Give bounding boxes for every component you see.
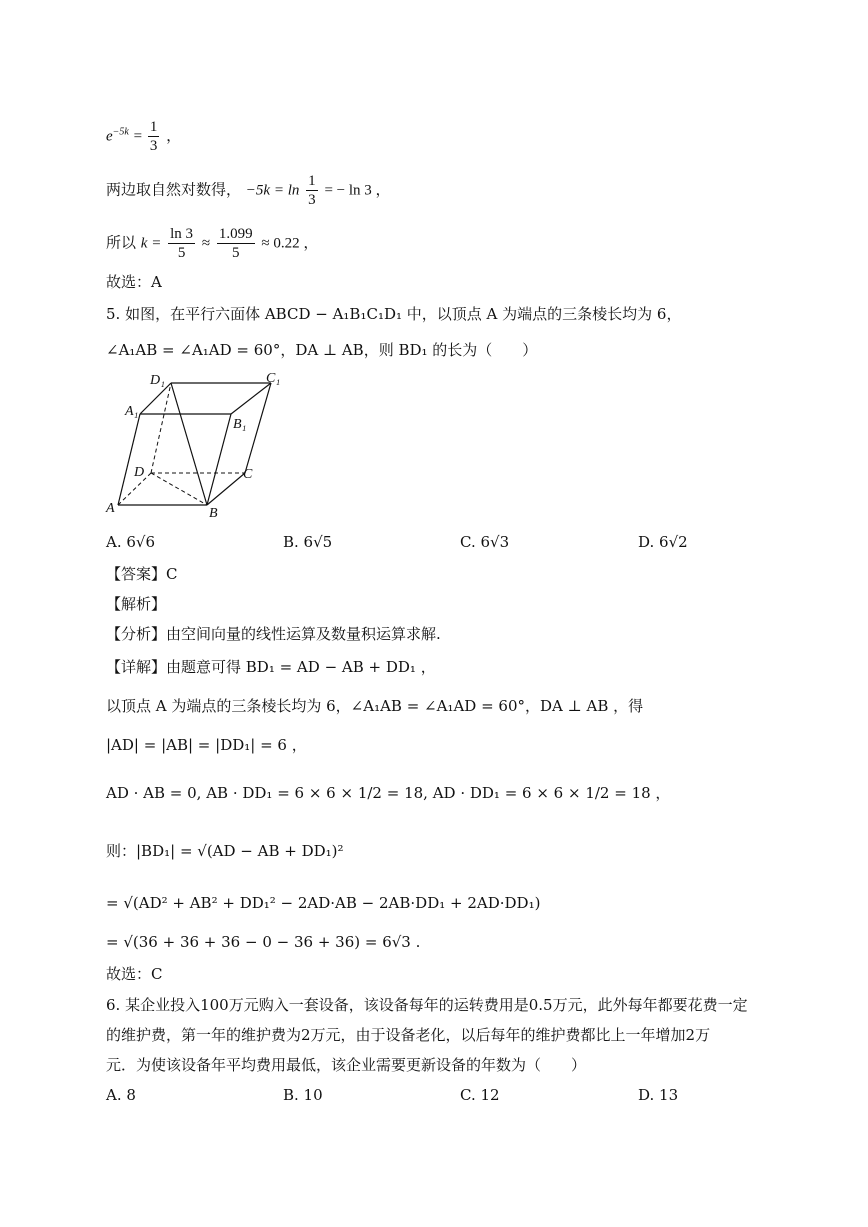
q6-option-c: C. 12 — [460, 1086, 500, 1104]
label-B1: B₁ — [233, 417, 247, 432]
q6-stem-line3: 元．为使该设备年平均费用最低，该企业需要更新设备的年数为（ ） — [106, 1056, 587, 1074]
q5-magnitudes: |AD| = |AB| = |DD₁| = 6 ， — [106, 736, 307, 754]
q5-dot-products: AD · AB = 0, AB · DD₁ = 6 × 6 × 1/2 = 18, AD · DD₁ = 6 × 6 × 1/2 = 18 ， — [106, 784, 671, 802]
label-D: D — [134, 465, 145, 480]
parallelepiped-figure — [100, 370, 300, 520]
label-D1: D₁ — [150, 373, 165, 388]
fraction: $\frac{1}{3}$ — [308, 173, 316, 208]
q5-option-a: A. 6√6 — [106, 533, 156, 551]
q5-option-b: B. 6√5 — [283, 533, 333, 551]
q5-detail: 【详解】由题意可得 BD₁ = AD − AB + DD₁ ， — [106, 658, 436, 676]
label-C: C — [243, 467, 253, 482]
q5-expansion: = √(AD² + AB² + DD₁² − 2AD·AB − 2AB·DD₁ + 2AD·DD₁) — [106, 894, 541, 912]
q6-option-a: A. 8 — [106, 1086, 136, 1104]
label-B: B — [209, 506, 218, 520]
q5-choice: 故选：C — [106, 965, 163, 983]
q5-result: = √(36 + 36 + 36 − 0 − 36 + 36) = 6√3 . — [106, 933, 421, 951]
q5-stem-line1: 5. 如图，在平行六面体 ABCD − A₁B₁C₁D₁ 中，以顶点 A 为端点的三条棱长均为 6， — [106, 305, 682, 323]
q6-stem-line1: 6. 某企业投入100万元购入一套设备，该设备每年的运转费用是0.5万元，此外每年都要花费一定 — [106, 996, 748, 1014]
eq-log: 两边取自然对数得， −5k = ln $\frac{1}{3}$ = − ln 3 ， — [106, 173, 391, 208]
q5-stem-line2: ∠A₁AB = ∠A₁AD = 60°，DA ⊥ AB，则 BD₁ 的长为（ ） — [106, 341, 538, 359]
q5-then: 则：|BD₁| = √(AD − AB + DD₁)² — [106, 842, 344, 860]
label-C1: C₁ — [266, 371, 281, 386]
fraction: $\frac{\ln 3}{5}$ — [170, 226, 194, 261]
label-A1: A₁ — [125, 404, 139, 419]
q5-analysis-heading: 【解析】 — [106, 595, 167, 613]
eq-e-power: $e^{-5k}$ = $\frac{1}{3}$ ， — [106, 119, 182, 154]
q6-option-b: B. 10 — [283, 1086, 323, 1104]
eq-k: 所以 k = $\frac{\ln 3}{5}$ ≈ $\frac{1.099}{5}$ ≈ 0.22 ， — [106, 226, 319, 261]
q5-analysis: 【分析】由空间向量的线性运算及数量积运算求解. — [106, 625, 441, 643]
q5-option-d: D. 6√2 — [638, 533, 688, 551]
fraction: $\frac{1.099}{5}$ — [218, 226, 253, 261]
q5-condition: 以顶点 A 为端点的三条棱长均为 6，∠A₁AB = ∠A₁AD = 60°，DA ⊥ AB ，得 — [106, 697, 644, 715]
q6-stem-line2: 的维护费，第一年的维护费为2万元，由于设备老化，以后每年的维护费都比上一年增加2万 — [106, 1026, 711, 1044]
label-A: A — [106, 501, 115, 516]
fraction: $\frac{1}{3}$ — [149, 119, 158, 154]
q5-answer: 【答案】C — [106, 565, 178, 583]
answer-choice-prev: 故选：A — [106, 273, 162, 291]
q5-option-c: C. 6√3 — [460, 533, 510, 551]
q6-option-d: D. 13 — [638, 1086, 679, 1104]
